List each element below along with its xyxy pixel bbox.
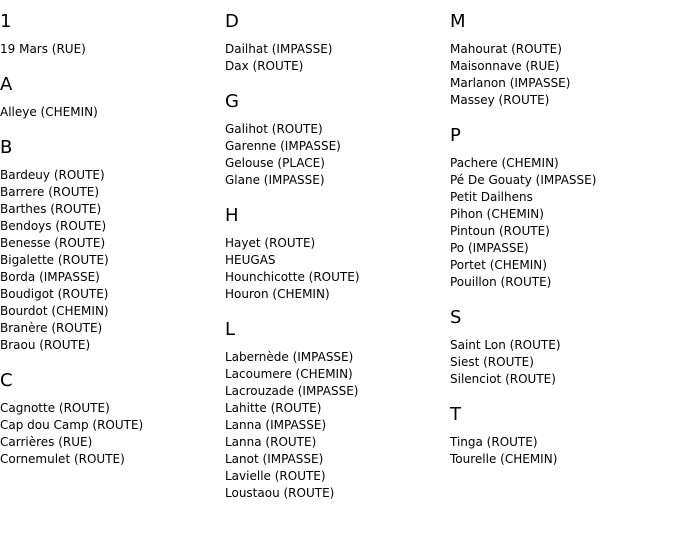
street-item: Maisonnave (RUE) bbox=[450, 59, 560, 73]
street-item: Pihon (CHEMIN) bbox=[450, 207, 544, 221]
street-item: Hounchicotte (ROUTE) bbox=[225, 270, 360, 284]
letter-heading: S bbox=[450, 307, 462, 328]
street-item: Pintoun (ROUTE) bbox=[450, 224, 550, 238]
street-item: Barthes (ROUTE) bbox=[0, 202, 102, 216]
street-item: Lavielle (ROUTE) bbox=[225, 469, 326, 483]
street-list bbox=[225, 41, 450, 75]
street-item: Borda (IMPASSE) bbox=[0, 270, 100, 284]
street-item: Cagnotte (ROUTE) bbox=[0, 401, 110, 415]
street-item: Barrere (ROUTE) bbox=[0, 185, 100, 199]
street-list bbox=[225, 235, 450, 303]
street-item: Alleye (CHEMIN) bbox=[0, 105, 98, 119]
street-item: Portet (CHEMIN) bbox=[450, 258, 547, 272]
street-item: Siest (ROUTE) bbox=[450, 355, 534, 369]
letter-heading: D bbox=[225, 11, 239, 32]
street-item: Galihot (ROUTE) bbox=[225, 122, 323, 136]
letter-section bbox=[450, 125, 675, 291]
letter-section bbox=[225, 91, 450, 189]
letter-section bbox=[225, 11, 450, 75]
street-item: Cornemulet (ROUTE) bbox=[0, 452, 125, 466]
street-list bbox=[0, 41, 225, 58]
street-item: Silenciot (ROUTE) bbox=[450, 372, 556, 386]
letter-heading: M bbox=[450, 11, 466, 32]
street-item: Bendoys (ROUTE) bbox=[0, 219, 107, 233]
street-item: Lanot (IMPASSE) bbox=[225, 452, 324, 466]
street-item: Gelouse (PLACE) bbox=[225, 156, 325, 170]
letter-heading: L bbox=[225, 319, 236, 340]
street-item: Pouillon (ROUTE) bbox=[450, 275, 552, 289]
street-item: Po (IMPASSE) bbox=[450, 241, 529, 255]
letter-heading: A bbox=[0, 74, 13, 95]
letter-heading: B bbox=[0, 137, 13, 158]
street-list bbox=[0, 104, 225, 121]
street-item: Pé De Gouaty (IMPASSE) bbox=[450, 173, 597, 187]
street-item: Bigalette (ROUTE) bbox=[0, 253, 109, 267]
street-item: Boudigot (ROUTE) bbox=[0, 287, 109, 301]
street-item: 19 Mars (RUE) bbox=[0, 42, 86, 56]
letter-heading: C bbox=[0, 370, 13, 391]
street-item: Lanna (IMPASSE) bbox=[225, 418, 327, 432]
letter-section bbox=[450, 307, 675, 388]
street-list bbox=[225, 121, 450, 189]
letter-heading: T bbox=[450, 404, 461, 425]
street-item: Petit Dailhens bbox=[450, 190, 533, 204]
street-item: Dax (ROUTE) bbox=[225, 59, 304, 73]
street-list bbox=[450, 155, 675, 291]
street-item: Bardeuy (ROUTE) bbox=[0, 168, 105, 182]
street-item: Bourdot (CHEMIN) bbox=[0, 304, 109, 318]
street-item: Braou (ROUTE) bbox=[0, 338, 91, 352]
street-item: Houron (CHEMIN) bbox=[225, 287, 330, 301]
street-item: HEUGAS bbox=[225, 253, 276, 267]
column-1 bbox=[0, 0, 225, 468]
street-list bbox=[450, 41, 675, 109]
letter-section bbox=[225, 205, 450, 303]
street-item: Massey (ROUTE) bbox=[450, 93, 550, 107]
street-item: Marlanon (IMPASSE) bbox=[450, 76, 571, 90]
street-item: Lahitte (ROUTE) bbox=[225, 401, 322, 415]
letter-section bbox=[0, 137, 225, 354]
street-item: Mahourat (ROUTE) bbox=[450, 42, 562, 56]
street-item: Pachere (CHEMIN) bbox=[450, 156, 559, 170]
street-item: Lacrouzade (IMPASSE) bbox=[225, 384, 359, 398]
street-list bbox=[0, 400, 225, 468]
letter-heading: P bbox=[450, 125, 461, 146]
column-3 bbox=[450, 0, 675, 468]
street-item: Benesse (ROUTE) bbox=[0, 236, 106, 250]
street-item: Cap dou Camp (ROUTE) bbox=[0, 418, 144, 432]
letter-section bbox=[225, 319, 450, 502]
street-item: Saint Lon (ROUTE) bbox=[450, 338, 561, 352]
street-item: Tinga (ROUTE) bbox=[450, 435, 538, 449]
letter-heading: G bbox=[225, 91, 239, 112]
letter-section bbox=[0, 370, 225, 468]
street-item: Dailhat (IMPASSE) bbox=[225, 42, 333, 56]
letter-section bbox=[450, 11, 675, 109]
letter-section bbox=[0, 74, 225, 121]
letter-section bbox=[450, 404, 675, 468]
street-item: Hayet (ROUTE) bbox=[225, 236, 316, 250]
street-item: Glane (IMPASSE) bbox=[225, 173, 325, 187]
street-list bbox=[450, 434, 675, 468]
street-list bbox=[450, 337, 675, 388]
street-item: Lacoumere (CHEMIN) bbox=[225, 367, 353, 381]
street-list bbox=[0, 167, 225, 354]
street-item: Loustaou (ROUTE) bbox=[225, 486, 335, 500]
letter-heading: 1 bbox=[0, 11, 12, 32]
column-2 bbox=[225, 0, 450, 502]
letter-heading: H bbox=[225, 205, 239, 226]
street-item: Carrières (RUE) bbox=[0, 435, 93, 449]
street-item: Branère (ROUTE) bbox=[0, 321, 103, 335]
street-item: Labernède (IMPASSE) bbox=[225, 350, 354, 364]
street-list bbox=[225, 349, 450, 502]
street-item: Garenne (IMPASSE) bbox=[225, 139, 341, 153]
letter-section bbox=[0, 11, 225, 58]
street-item: Tourelle (CHEMIN) bbox=[450, 452, 558, 466]
street-item: Lanna (ROUTE) bbox=[225, 435, 317, 449]
